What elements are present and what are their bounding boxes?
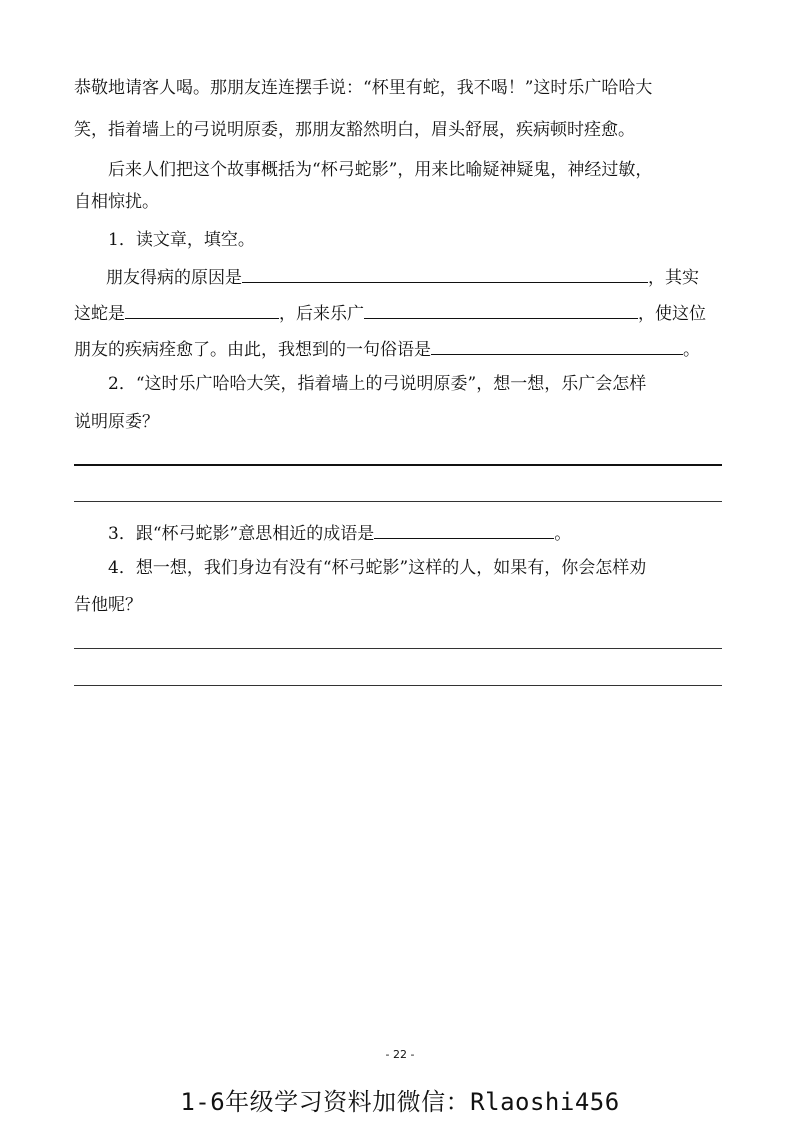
question-1-title: 1．读文章，填空。 — [108, 230, 255, 250]
answer-line[interactable] — [74, 648, 722, 649]
question-1-line1 — [106, 264, 728, 290]
passage-p1-line2: 笑，指着墙上的弓说明原委，那朋友豁然明白，眉头舒展，疾病顿时痊愈。 — [74, 120, 635, 140]
passage-p2-line2: 自相惊扰。 — [74, 192, 159, 212]
question-1-line3 — [74, 336, 724, 362]
question-1-line2 — [74, 300, 724, 326]
q1-text-d: ，后来乐广 — [279, 304, 364, 324]
question-4-line2: 告他呢？ — [74, 595, 142, 615]
answer-line[interactable] — [74, 685, 722, 686]
question-2-line2: 说明原委？ — [74, 412, 159, 432]
q1-blank-yueguang[interactable] — [364, 300, 638, 319]
footer-contact: 1-6年级学习资料加微信：Rlaoshi456 — [180, 1088, 620, 1116]
q1-text-b: ，其实 — [648, 268, 699, 288]
answer-line[interactable] — [74, 464, 722, 466]
q1-blank-proverb[interactable] — [431, 336, 683, 355]
q1-text-f: 朋友的疾病痊愈了。由此，我想到的一句俗语是 — [74, 340, 431, 360]
q1-text-e: ，使这位 — [638, 304, 706, 324]
q3-text-a: 3．跟“杯弓蛇影”意思相近的成语是 — [108, 524, 375, 544]
q1-text-g: 。 — [683, 340, 700, 360]
q3-blank-idiom[interactable] — [374, 520, 554, 539]
passage-p2-line1: 后来人们把这个故事概括为“杯弓蛇影”，用来比喻疑神疑鬼，神经过敏， — [108, 160, 653, 180]
answer-line[interactable] — [74, 501, 722, 502]
question-4-line1: 4．想一想，我们身边有没有“杯弓蛇影”这样的人，如果有，你会怎样劝 — [108, 558, 647, 578]
passage-p1-line1: 恭敬地请客人喝。那朋友连连摆手说：“杯里有蛇，我不喝！”这时乐广哈哈大 — [74, 78, 653, 98]
q3-text-b: 。 — [554, 524, 572, 544]
q1-blank-snake[interactable] — [125, 300, 279, 319]
q1-text-a: 朋友得病的原因是 — [106, 268, 242, 288]
question-3-line — [108, 520, 728, 546]
page-number: - 22 - — [385, 1048, 415, 1061]
question-2-line1: 2．“这时乐广哈哈大笑，指着墙上的弓说明原委”，想一想，乐广会怎样 — [108, 374, 647, 394]
q1-blank-cause[interactable] — [242, 264, 648, 283]
q1-text-c: 这蛇是 — [74, 304, 125, 324]
